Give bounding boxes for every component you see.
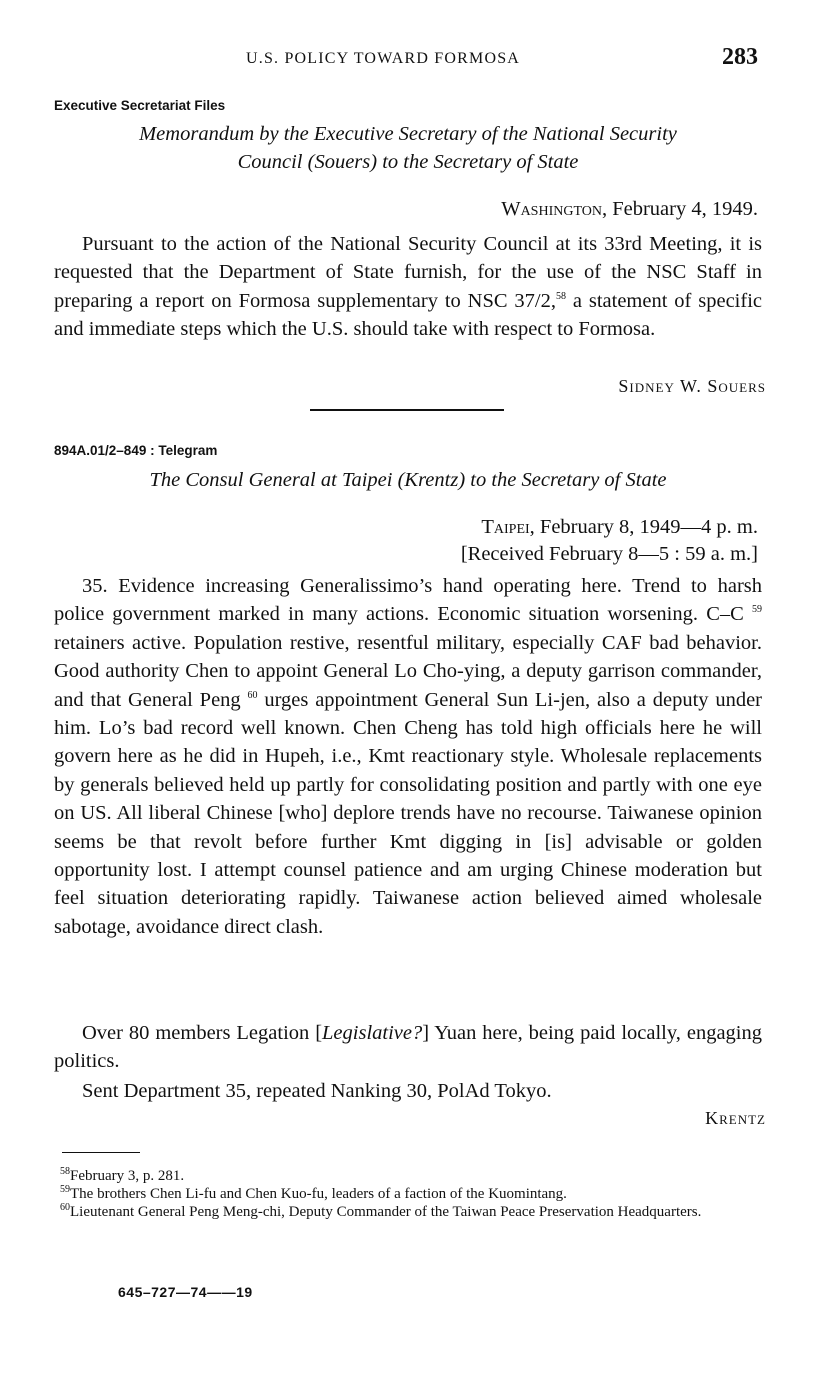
telegram-text: ] Yuan here, being paid locally, engaging politics. [54, 1022, 762, 1073]
footnote-ref: 59 [752, 604, 762, 616]
signature: Krentz [705, 1108, 766, 1128]
footnote-text: February 3, p. 281. [70, 1168, 185, 1184]
file-label: Executive Secretariat Files [54, 98, 226, 113]
telegram-paragraph: Sent Department 35, repeated Nanking 30, PolAd Tokyo. [82, 1080, 552, 1102]
dateline [501, 198, 758, 221]
footnote-ref: 58 [555, 290, 566, 302]
footnote-number: 60 [60, 1202, 70, 1213]
telegram-text: retainers active. Population restive, resentful military, especially CAF bad behavior. Good authority Chen to appoint General Lo Cho-ying, a deputy garrison commander, and that General Peng [54, 631, 762, 711]
footnote-ref: 60 [247, 689, 258, 701]
document-title: The Consul General at Taipei (Krentz) to the Secretary of State [149, 469, 667, 491]
memo-text: a statement of specific and immediate steps which the U.S. should take with respect to Formosa. [54, 289, 762, 341]
memo-body [54, 230, 762, 344]
footnote-number: 58 [60, 1166, 70, 1177]
dateline-place: Washington [501, 198, 602, 220]
memo-text: Pursuant to the action of the National Security Council at its 33rd Meeting, it is requested that the Department of State furnish, for the use of the NSC Staff in preparing a report on Formosa supplementary to NSC 37/2, [54, 233, 762, 312]
running-head: U.S. POLICY TOWARD FORMOSA [246, 50, 521, 67]
footnote-number: 59 [60, 1184, 70, 1195]
dateline-date: , February 4, 1949. [601, 198, 758, 220]
telegram-text: Over 80 members Legation [ [82, 1022, 323, 1044]
telegram-text: urges appointment General Sun Li-jen, also a deputy under him. Lo’s bad record well known. Chen Cheng has told high officials here he will govern here as he did in Hupeh, i.e., Kmt reactionary style. Wholesale replacements by generals believed held up partly for consolidating position and partly with one eye on US. All liberal Chinese [who] deplore trends have no recourse. Taiwanese opinion seems be that revolt before further Kmt digging in [is] advisable or golden opportunity lost. I attempt counsel patience and am urging Chinese moderation but feel situation deteriorating rapidly. Taiwanese action believed aimed wholesale sabotage, avoidance direct clash. [54, 688, 763, 938]
telegram-paragraph [54, 1019, 762, 1076]
footnote-text: The brothers Chen Li-fu and Chen Kuo-fu, leaders of a faction of the Kuomintang. [70, 1186, 567, 1202]
signature: Sidney W. Souers [618, 376, 766, 396]
title-line: Memorandum by the Executive Secretary of the National Security [139, 123, 677, 145]
document-title [54, 120, 762, 176]
printer-imprint: 645–727—74——19 [118, 1284, 253, 1300]
dateline-place: Taipei [481, 516, 530, 538]
telegram-body [54, 572, 762, 941]
dateline [481, 516, 758, 539]
received-line: [Received February 8—5 : 59 a. m.] [460, 543, 758, 565]
telegram-text: 35. Evidence increasing Generalissimo’s hand operating here. Trend to harsh police government marked in many actions. Economic situation worsening. C–C [54, 575, 762, 626]
footnote-rule [62, 1152, 140, 1153]
footnote [60, 1203, 764, 1221]
title-line: Council (Souers) to the Secretary of State [237, 151, 579, 173]
page-number: 283 [722, 44, 758, 70]
footnotes [60, 1167, 764, 1221]
section-divider [310, 409, 504, 411]
dateline-date: , February 8, 1949—4 p. m. [529, 516, 758, 538]
footnote [60, 1185, 764, 1203]
file-label: 894A.01/2–849 : Telegram [54, 443, 218, 458]
footnote [60, 1167, 764, 1185]
telegram-italic: Legislative? [322, 1022, 423, 1044]
footnote-text: Lieutenant General Peng Meng-chi, Deputy Commander of the Taiwan Peace Preservation Headquarters. [70, 1204, 702, 1220]
